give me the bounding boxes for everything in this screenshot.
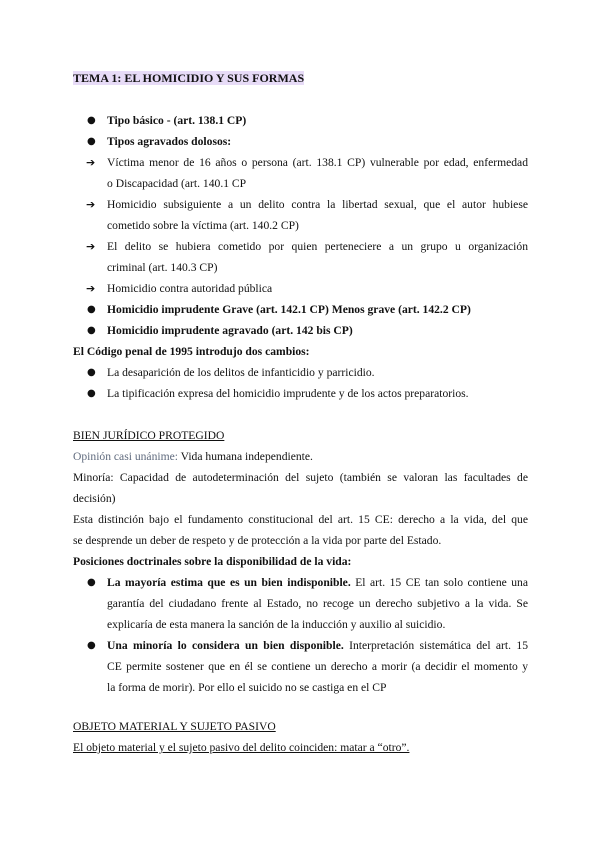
list-item xyxy=(73,635,528,698)
position-text: garantía del ciudadano frente al Estado, no recoge un derecho subjetivo a la vida. Se xyxy=(107,597,528,610)
bullet-icon: ● xyxy=(87,577,96,588)
list-item xyxy=(73,194,528,236)
arrow-right-icon: ➔ xyxy=(86,198,96,211)
posiciones-heading: Posiciones doctrinales sobre la disponibilidad de la vida: xyxy=(73,555,352,568)
list-item-text: o Discapacidad (art. 140.1 CP xyxy=(107,177,247,190)
list-item-text: El delito se hubiera cometido por quien perteneciere a un grupo u organización xyxy=(107,240,528,253)
position-bold: Una minoría lo considera un bien disponible. xyxy=(107,639,344,652)
bullet-icon: ● xyxy=(87,325,96,336)
objeto-text: El objeto material y el sujeto pasivo del delito coinciden: matar a “otro”. xyxy=(73,741,410,754)
arrow-right-icon: ➔ xyxy=(86,156,96,169)
list-item-text: cometido sobre la víctima (art. 140.2 CP) xyxy=(107,219,299,232)
list-item-text: Tipo básico - (art. 138.1 CP) xyxy=(107,114,247,127)
title-text: TEMA 1: EL HOMICIDIO Y SUS FORMAS xyxy=(73,71,305,85)
bullet-icon: ● xyxy=(87,136,96,147)
list-item-text: Homicidio subsiguiente a un delito contra la libertad sexual, que el autor hubiese xyxy=(107,198,528,211)
position-text: la forma de morir). Por ello el suicido no se castiga en el CP xyxy=(107,681,387,694)
position-bold: La mayoría estima que es un bien indisponible. xyxy=(107,576,351,589)
list-item-text: Tipos agravados dolosos: xyxy=(107,135,232,148)
position-text: Interpretación sistemática del art. 15 xyxy=(343,639,528,652)
bien-juridico-section xyxy=(73,425,528,698)
list-item xyxy=(73,362,528,383)
section-heading: BIEN JURÍDICO PROTEGIDO xyxy=(73,429,225,442)
opinion-label: Opinión casi unánime: xyxy=(73,450,178,463)
list-item-text: Homicidio contra autoridad pública xyxy=(107,282,273,295)
list-item xyxy=(73,152,528,194)
bullet-icon: ● xyxy=(87,304,96,315)
list-item xyxy=(73,383,528,404)
position-text: CE permite sostener que en él se contiene un derecho a morir (a decidir el momento y xyxy=(107,660,528,673)
opinion-text: Vida humana independiente. xyxy=(177,450,313,463)
list-item xyxy=(73,320,528,341)
list-item xyxy=(73,110,528,131)
list-item xyxy=(73,572,528,635)
paragraph-line: Esta distinción bajo el fundamento constitucional del art. 15 CE: derecho a la vida, del que xyxy=(73,513,528,526)
page-title xyxy=(73,68,306,88)
arrow-right-icon: ➔ xyxy=(86,282,96,295)
code-heading: El Código penal de 1995 introdujo dos cambios: xyxy=(73,345,310,358)
section-heading: OBJETO MATERIAL Y SUJETO PASIVO xyxy=(73,720,276,733)
bullet-icon: ● xyxy=(87,640,96,651)
opinion-line xyxy=(73,446,528,467)
objeto-section xyxy=(73,716,528,758)
list-item-text: La desaparición de los delitos de infanticidio y parricidio. xyxy=(107,366,375,379)
list-item xyxy=(73,236,528,278)
paragraph-line: decisión) xyxy=(73,492,116,505)
types-list xyxy=(73,110,528,404)
list-item xyxy=(73,278,528,299)
list-item-text: criminal (art. 140.3 CP) xyxy=(107,261,218,274)
position-text: El art. 15 CE tan solo contiene una xyxy=(350,576,528,589)
bullet-icon: ● xyxy=(87,388,96,399)
position-text: explicaría de esta manera la sanción de la inducción y auxilio al suicidio. xyxy=(107,618,446,631)
list-item-text: Homicidio imprudente Grave (art. 142.1 CP) Menos grave (art. 142.2 CP) xyxy=(107,303,471,316)
bullet-icon: ● xyxy=(87,367,96,378)
arrow-right-icon: ➔ xyxy=(86,240,96,253)
list-item xyxy=(73,131,528,152)
list-item-text: La tipificación expresa del homicidio imprudente y de los actos preparatorios. xyxy=(107,387,469,400)
list-item-text: Víctima menor de 16 años o persona (art. 138.1 CP) vulnerable por edad, enfermedad xyxy=(107,156,528,169)
bullet-icon: ● xyxy=(87,115,96,126)
paragraph-line: Minoría: Capacidad de autodeterminación del sujeto (también se valoran las facultades de xyxy=(73,471,528,484)
list-item xyxy=(73,299,528,320)
paragraph-line: se desprende un deber de respeto y de protección a la vida por parte del Estado. xyxy=(73,534,442,547)
list-item-text: Homicidio imprudente agravado (art. 142 bis CP) xyxy=(107,324,353,337)
